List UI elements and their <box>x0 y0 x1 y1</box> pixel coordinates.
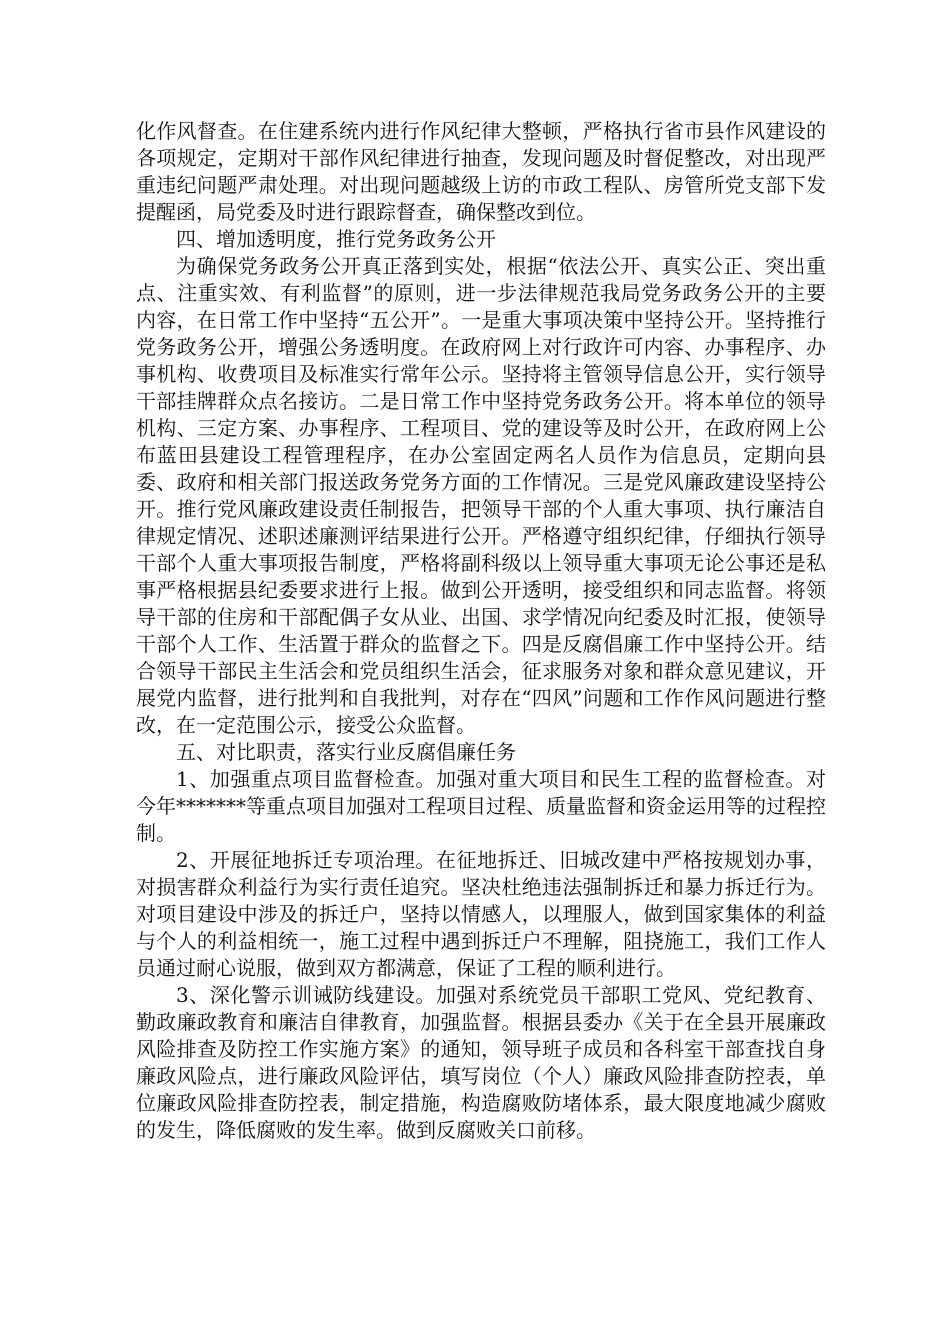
paragraph-item-3: 3、深化警示训诫防线建设。加强对系统党员干部职工党风、党纪教育、勤政廉政教育和廉洁自律教育，加强监督。根据县委办《关于在全县开展廉政风险排查及防控工作实施方案》的通知，领导班子成员和各科室干部查找自身廉政风险点，进行廉政风险评估，填写岗位（个人）廉政风险排查防控表，单位廉政风险排查防控表，制定措施，构造腐败防堵体系，最大限度地减少腐败的发生，降低腐败的发生率。做到反腐败关口前移。 <box>136 983 826 1142</box>
section-heading-5: 五、对比职责，落实行业反腐倡廉任务 <box>176 740 516 764</box>
paragraph-1: 化作风督查。在住建系统内进行作风纪律大整顿，严格执行省市县作风建设的各项规定，定期对干部作风纪律进行抽查，发现问题及时督促整改，对出现严重违纪问题严肃处理。对出现问题越级上访的市政工程队、房管所党支部下发提醒函，局党委及时进行跟踪督查，确保整改到位。 <box>136 119 826 224</box>
paragraph-item-2: 2、开展征地拆迁专项治理。在征地拆迁、旧城改建中严格按规划办事，对损害群众利益行为实行责任追究。坚决杜绝违法强制拆迁和暴力拆迁行为。对项目建设中涉及的拆迁户，坚持以情感人，以理服人，做到国家集体的利益与个人的利益相统一，施工过程中遇到拆迁户不理解，阻挠施工，我们工作人员通过耐心说服，做到双方都满意，保证了工程的顺利进行。 <box>136 848 826 980</box>
paragraph-2: 为确保党务政务公开真正落到实处，根据“依法公开、真实公正、突出重点、注重实效、有利监督”的原则，进一步法律规范我局党务政务公开的主要内容，在日常工作中坚持“五公开”。一是重大事项决策中坚持公开。坚持推行党务政务公开，增强公务透明度。在政府网上对行政许可内容、办事程序、办事机构、收费项目及标准实行常年公示。坚持将主管领导信息公开，实行领导干部挂牌群众点名接访。二是日常工作中坚持党务政务公开。将本单位的领导机构、三定方案、办事程序、工程项目、党的建设等及时公开，在政府网上公布蓝田县建设工程管理程序，在办公室固定两名人员作为信息员，定期向县委、政府和相关部门报送政务党务方面的工作情况。三是党风廉政建设坚持公开。推行党风廉政建设责任制报告，把领导干部的个人重大事项、执行廉洁自律规定情况、述职述廉测评结果进行公开。严格遵守组织纪律，仔细执行领导干部个人重大事项报告制度，严格将副科级以上领导重大事项无论公事还是私事严格根据县纪委要求进行上报。做到公开透明，接受组织和同志监督。将领导干部的住房和干部配偶子女从业、出国、求学情况向纪委及时汇报，使领导干部个人工作、生活置于群众的监督之下。四是反腐倡廉工作中坚持公开。结合领导干部民主生活会和党员组织生活会，征求服务对象和群众意见建议，开展党内监督，进行批判和自我批判，对存在“四风”问题和工作作风问题进行整改，在一定范围公示，接受公众监督。 <box>136 254 826 737</box>
paragraph-item-1: 1、加强重点项目监督检查。加强对重大项目和民生工程的监督检查。对今年*******等重点项目加强对工程项目过程、质量监督和资金运用等的过程控制。 <box>136 767 826 845</box>
section-heading-4: 四、增加透明度，推行党务政务公开 <box>176 227 496 251</box>
document-page <box>136 118 826 1144</box>
